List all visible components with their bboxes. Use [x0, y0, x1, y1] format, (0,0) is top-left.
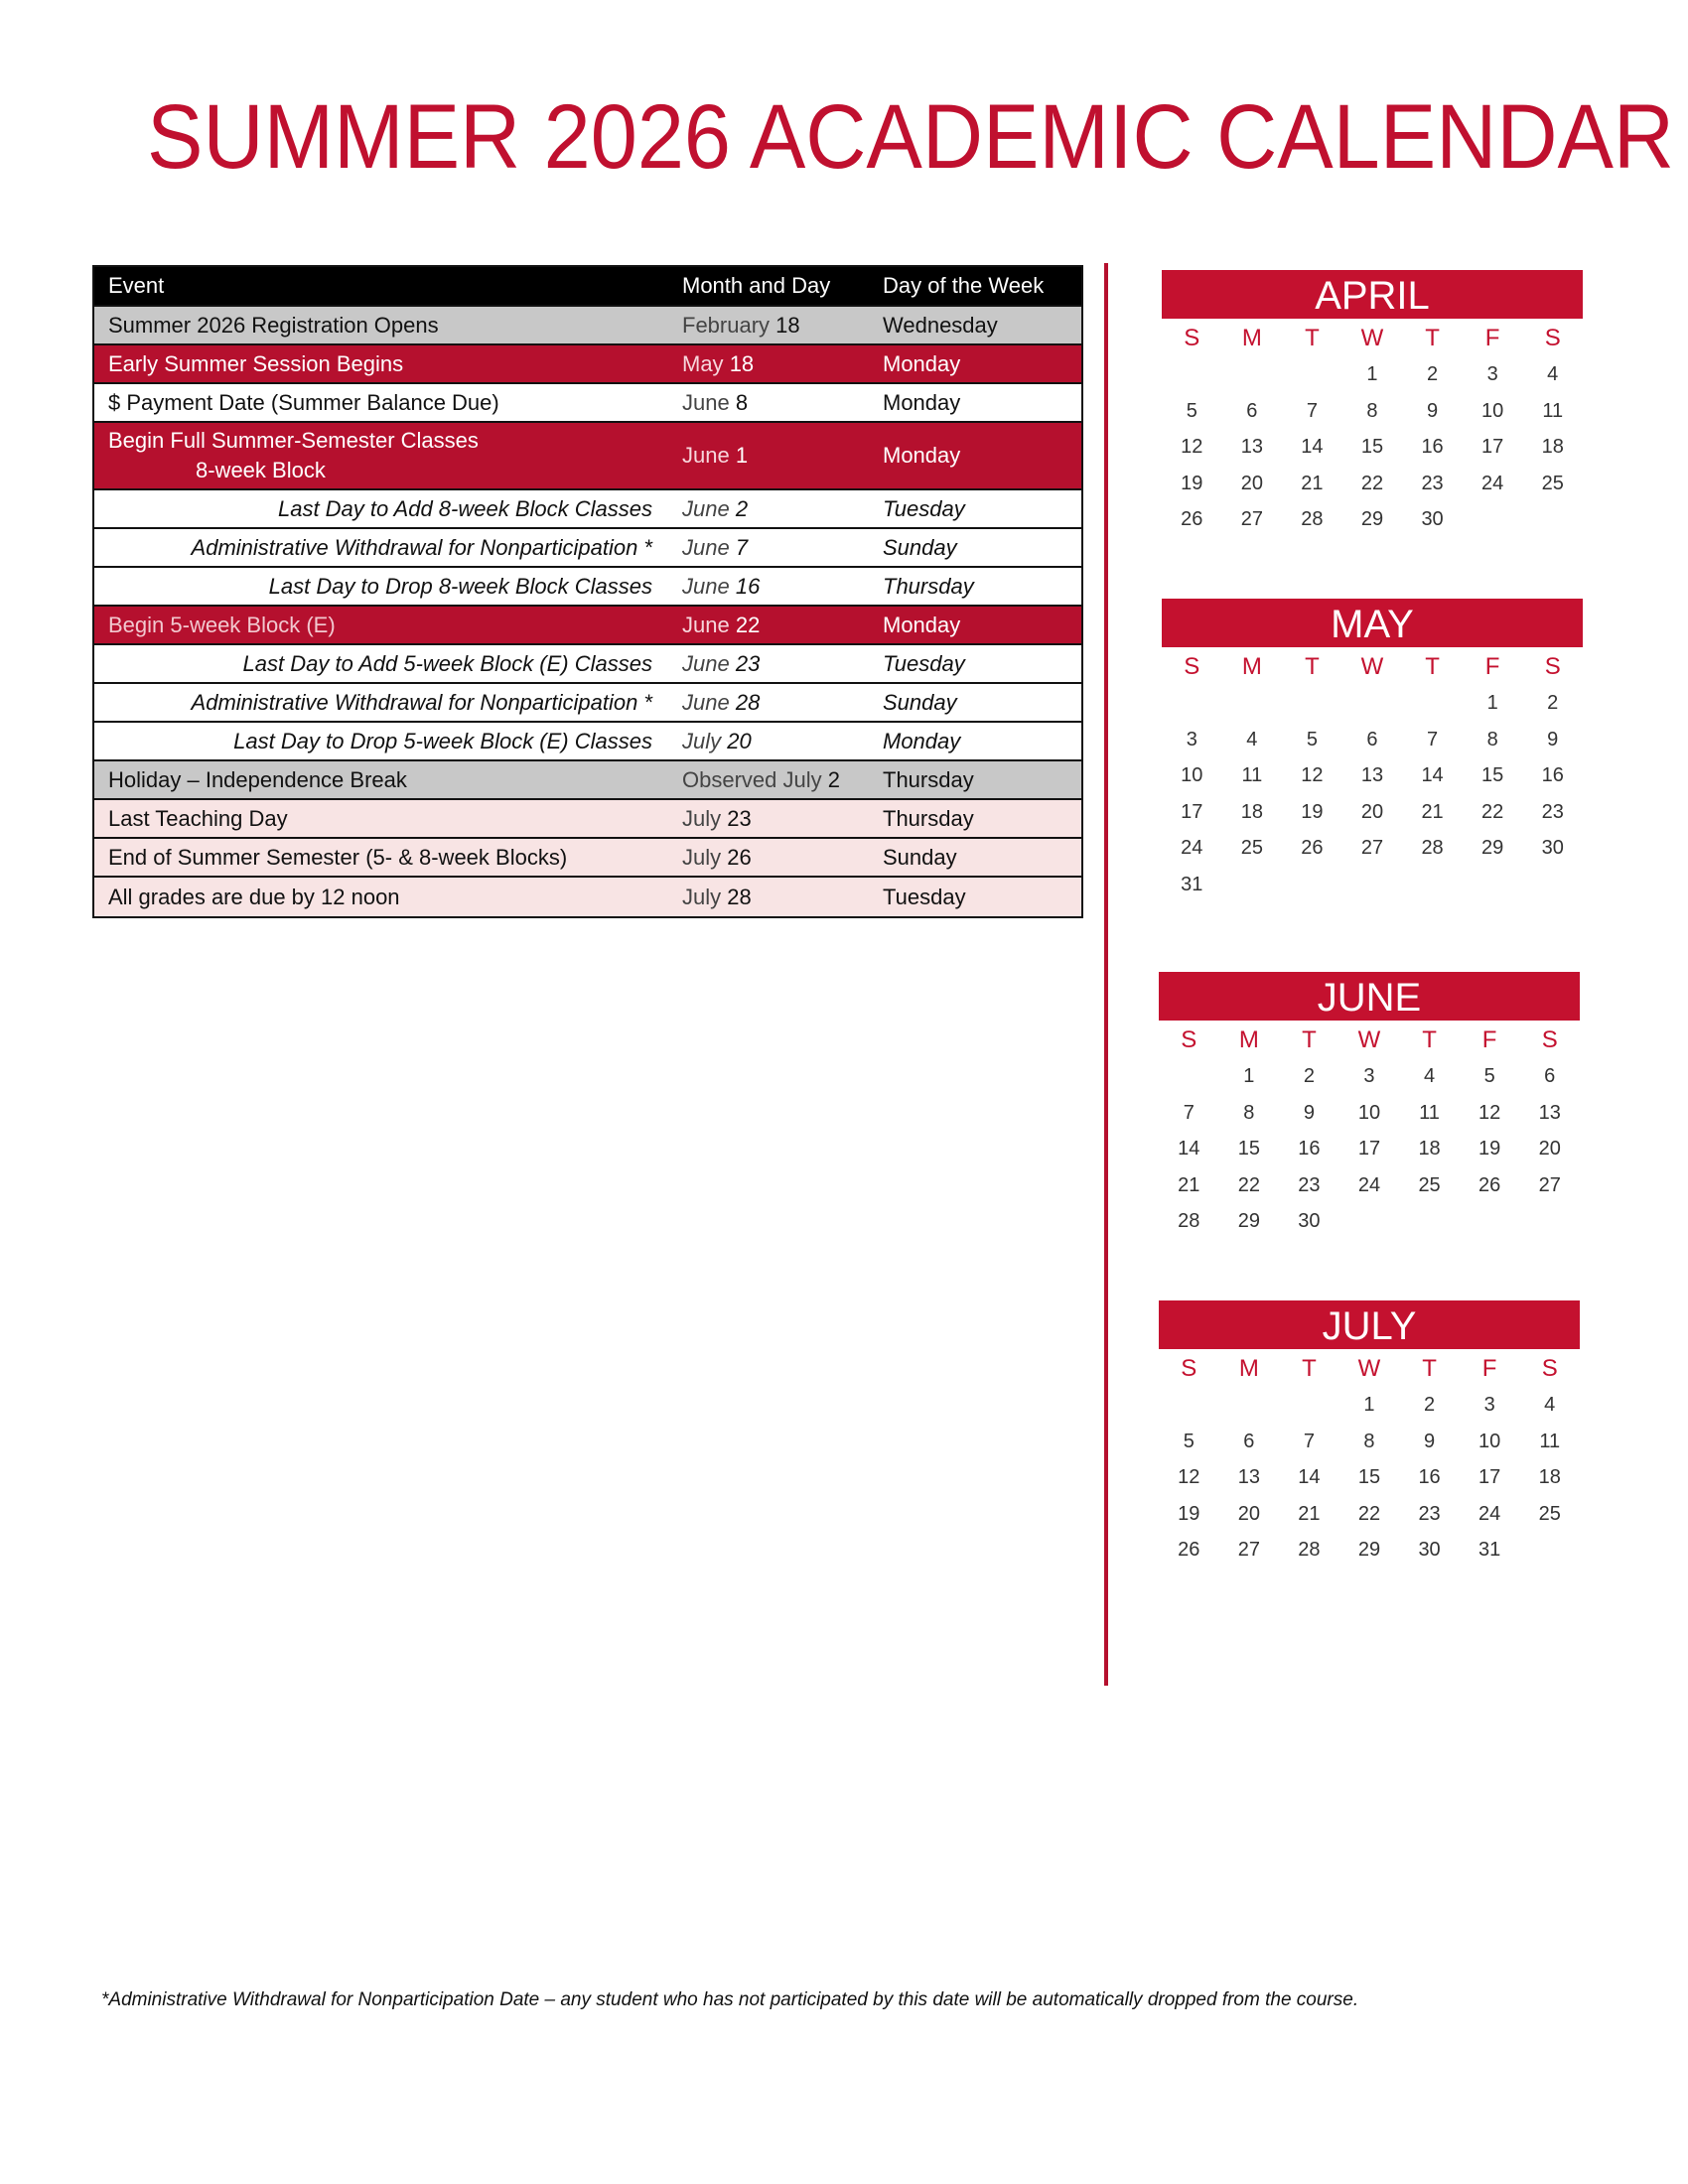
- day-cell: 30: [1418, 1539, 1441, 1561]
- empty-cell: [1222, 356, 1283, 393]
- day-cell: 18: [1240, 800, 1263, 823]
- day-cell: 26: [1478, 1173, 1501, 1196]
- event-day-number: 20: [727, 728, 752, 753]
- table-row: [94, 800, 1081, 839]
- event-date: [668, 390, 869, 416]
- day-cell: 13: [1360, 764, 1384, 786]
- day-cell: 8: [1363, 1430, 1375, 1452]
- day-cell: 25: [1541, 472, 1564, 494]
- month-name: JULY: [1159, 1300, 1580, 1349]
- day-cell: 4: [1246, 728, 1258, 751]
- events-table: [92, 265, 1083, 918]
- weekday-header: M: [1241, 653, 1262, 680]
- weekday-header: T: [1425, 653, 1440, 680]
- event-month: July: [682, 844, 722, 870]
- day-cell: 30: [1421, 508, 1444, 530]
- day-cell: 9: [1303, 1101, 1315, 1124]
- day-cell: 18: [1541, 436, 1564, 458]
- weekday-header: S: [1541, 1026, 1558, 1053]
- day-cell: 29: [1481, 837, 1504, 859]
- day-cell: 23: [1541, 800, 1564, 823]
- day-cell: 4: [1424, 1065, 1436, 1087]
- event-day-number: 7: [735, 534, 749, 560]
- empty-cell: [1162, 356, 1222, 393]
- weekday-header: S: [1184, 653, 1200, 680]
- event-weekday: Tuesday: [883, 495, 965, 521]
- event-weekday: Sunday: [883, 844, 957, 870]
- event-day-number: 28: [727, 884, 752, 909]
- day-cell: 8: [1366, 399, 1378, 422]
- weekday-header: S: [1181, 1355, 1197, 1382]
- weekday-header: F: [1481, 1355, 1497, 1382]
- event-month: Observed July: [682, 766, 822, 792]
- calendar-april: [1162, 270, 1583, 538]
- event-date: [668, 806, 869, 832]
- day-cell: 8: [1243, 1101, 1255, 1124]
- day-cell: 14: [1178, 1138, 1200, 1160]
- month-grid: [1162, 647, 1583, 902]
- day-cell: 1: [1243, 1065, 1255, 1087]
- day-cell: 12: [1478, 1101, 1501, 1124]
- day-cell: 17: [1478, 1466, 1501, 1488]
- empty-cell: [1219, 1387, 1280, 1424]
- day-cell: 13: [1240, 436, 1263, 458]
- event-day-number: 18: [729, 350, 755, 376]
- weekday-header: M: [1238, 1026, 1259, 1053]
- day-cell: 18: [1538, 1466, 1561, 1488]
- table-row: [94, 839, 1081, 878]
- day-cell: 12: [1181, 436, 1203, 458]
- event-day-number: 26: [727, 844, 752, 870]
- event-weekday: Sunday: [883, 534, 957, 560]
- day-cell: 26: [1178, 1539, 1200, 1561]
- empty-cell: [1342, 685, 1403, 722]
- event-name-line2: 8-week Block: [196, 458, 326, 482]
- weekday-header: F: [1484, 325, 1500, 351]
- event-date: [668, 845, 869, 871]
- day-cell: 15: [1360, 436, 1384, 458]
- empty-cell: [1162, 685, 1222, 722]
- day-cell: 20: [1237, 1502, 1260, 1525]
- weekday-header: S: [1544, 325, 1561, 351]
- header-event: Event: [108, 273, 165, 298]
- day-cell: 11: [1241, 764, 1263, 786]
- day-cell: 29: [1237, 1210, 1260, 1232]
- day-cell: 26: [1301, 837, 1324, 859]
- day-cell: 25: [1418, 1173, 1441, 1196]
- day-cell: 24: [1478, 1502, 1501, 1525]
- day-cell: 28: [1421, 837, 1444, 859]
- table-row: [94, 384, 1081, 423]
- day-cell: 6: [1246, 399, 1258, 422]
- day-cell: 2: [1547, 692, 1559, 714]
- weekday-header: M: [1241, 325, 1262, 351]
- event-month: June: [682, 495, 730, 521]
- event-name: Last Day to Drop 8-week Block Classes: [268, 573, 652, 599]
- empty-cell: [1159, 1387, 1219, 1424]
- event-month: June: [682, 650, 730, 676]
- month-grid: [1159, 1349, 1580, 1569]
- day-cell: 13: [1538, 1101, 1561, 1124]
- event-day-number: 18: [775, 312, 800, 338]
- event-weekday: Tuesday: [883, 884, 966, 909]
- event-name: Last Day to Add 8-week Block Classes: [277, 495, 652, 521]
- weekday-header: F: [1484, 653, 1500, 680]
- day-cell: 9: [1547, 728, 1559, 751]
- weekday-header: T: [1425, 325, 1440, 351]
- table-row: [94, 761, 1081, 800]
- event-day-number: 23: [735, 650, 761, 676]
- day-cell: 4: [1544, 1394, 1556, 1416]
- weekday-header: W: [1360, 653, 1384, 680]
- event-name: All grades are due by 12 noon: [108, 884, 400, 909]
- vertical-divider: [1104, 263, 1108, 1686]
- weekday-header: T: [1422, 1355, 1437, 1382]
- day-cell: 7: [1183, 1101, 1195, 1124]
- day-cell: 21: [1178, 1173, 1200, 1196]
- event-month: July: [682, 805, 722, 831]
- event-name: Last Day to Drop 5-week Block (E) Classes: [233, 728, 652, 753]
- event-name: [94, 426, 668, 485]
- event-name: Summer 2026 Registration Opens: [108, 312, 439, 338]
- day-cell: 1: [1363, 1394, 1375, 1416]
- event-day-number: 23: [727, 805, 752, 831]
- day-cell: 26: [1181, 508, 1203, 530]
- day-cell: 1: [1366, 363, 1378, 385]
- day-cell: 13: [1237, 1466, 1260, 1488]
- weekday-header: T: [1302, 1355, 1317, 1382]
- day-cell: 11: [1539, 1430, 1561, 1452]
- day-cell: 12: [1178, 1466, 1200, 1488]
- day-cell: 11: [1419, 1101, 1440, 1124]
- month-name: APRIL: [1162, 270, 1583, 319]
- day-cell: 2: [1424, 1394, 1436, 1416]
- day-cell: 23: [1421, 472, 1444, 494]
- month-name: JUNE: [1159, 972, 1580, 1021]
- day-cell: 23: [1418, 1502, 1441, 1525]
- day-cell: 27: [1538, 1173, 1561, 1196]
- day-cell: 19: [1478, 1138, 1501, 1160]
- day-cell: 20: [1360, 800, 1384, 823]
- table-row: [94, 723, 1081, 761]
- event-date: [668, 535, 869, 561]
- day-cell: 3: [1186, 728, 1197, 751]
- day-cell: 3: [1363, 1065, 1375, 1087]
- empty-cell: [1402, 685, 1463, 722]
- day-cell: 30: [1541, 837, 1564, 859]
- day-cell: 23: [1298, 1173, 1321, 1196]
- day-cell: 15: [1357, 1466, 1381, 1488]
- weekday-header: T: [1302, 1026, 1317, 1053]
- day-cell: 21: [1298, 1502, 1321, 1525]
- day-cell: 7: [1306, 399, 1318, 422]
- day-cell: 3: [1486, 363, 1498, 385]
- day-cell: 5: [1186, 399, 1197, 422]
- event-name: End of Summer Semester (5- & 8-week Blocks): [108, 844, 568, 870]
- table-row: [94, 490, 1081, 529]
- event-name: Last Teaching Day: [108, 805, 288, 831]
- event-date: [668, 885, 869, 910]
- day-cell: 14: [1301, 436, 1324, 458]
- day-cell: 22: [1481, 800, 1504, 823]
- event-month: February: [682, 312, 771, 338]
- day-cell: 14: [1421, 764, 1444, 786]
- day-cell: 27: [1240, 508, 1263, 530]
- day-cell: 28: [1298, 1539, 1321, 1561]
- event-weekday: Monday: [883, 389, 961, 415]
- event-day-number: 2: [735, 495, 749, 521]
- event-weekday: Monday: [883, 612, 961, 637]
- day-cell: 22: [1360, 472, 1384, 494]
- day-cell: 25: [1538, 1502, 1561, 1525]
- page-title: SUMMER 2026 ACADEMIC CALENDAR: [147, 86, 1675, 188]
- day-cell: 7: [1303, 1430, 1315, 1452]
- event-name: Last Day to Add 5-week Block (E) Classes: [242, 650, 652, 676]
- footnote: *Administrative Withdrawal for Nonparticipation Date – any student who has not participated by this date will be automatically dropped from the course.: [101, 1989, 1359, 2010]
- month-grid: [1159, 1021, 1580, 1240]
- day-cell: 16: [1421, 436, 1444, 458]
- empty-cell: [1282, 685, 1342, 722]
- event-name: Administrative Withdrawal for Nonparticipation *: [191, 534, 652, 560]
- event-month: July: [682, 728, 722, 753]
- weekday-header: T: [1422, 1026, 1437, 1053]
- weekday-header: S: [1544, 653, 1561, 680]
- day-cell: 9: [1424, 1430, 1436, 1452]
- day-cell: 31: [1478, 1539, 1501, 1561]
- table-row: [94, 307, 1081, 345]
- event-date: [668, 767, 869, 793]
- day-cell: 28: [1178, 1210, 1200, 1232]
- event-weekday: Tuesday: [883, 650, 965, 676]
- empty-cell: [1159, 1058, 1219, 1095]
- day-cell: 27: [1360, 837, 1384, 859]
- day-cell: 2: [1303, 1065, 1315, 1087]
- event-month: June: [682, 443, 730, 468]
- event-month: June: [682, 389, 730, 415]
- day-cell: 3: [1483, 1394, 1495, 1416]
- calendar-july: [1159, 1300, 1580, 1569]
- event-date: [668, 313, 869, 339]
- day-cell: 10: [1357, 1101, 1381, 1124]
- day-cell: 6: [1544, 1065, 1556, 1087]
- event-date: [668, 690, 869, 716]
- day-cell: 7: [1427, 728, 1439, 751]
- day-cell: 2: [1427, 363, 1439, 385]
- day-cell: 24: [1181, 837, 1203, 859]
- event-name-line1: Begin Full Summer-Semester Classes: [108, 428, 479, 453]
- weekday-header: W: [1357, 1026, 1381, 1053]
- table-row: [94, 645, 1081, 684]
- weekday-header: F: [1481, 1026, 1497, 1053]
- day-cell: 22: [1357, 1502, 1381, 1525]
- event-weekday: Wednesday: [883, 312, 998, 338]
- weekday-header: S: [1184, 325, 1200, 351]
- empty-cell: [1279, 1387, 1339, 1424]
- header-day-of-week: Day of the Week: [883, 273, 1045, 298]
- event-day-number: 28: [735, 689, 761, 715]
- day-cell: 9: [1427, 399, 1439, 422]
- day-cell: 17: [1481, 436, 1504, 458]
- event-date: [668, 729, 869, 754]
- event-weekday: Thursday: [883, 573, 974, 599]
- weekday-header: S: [1541, 1355, 1558, 1382]
- event-month: June: [682, 573, 730, 599]
- event-weekday: Monday: [883, 443, 961, 468]
- event-name: Administrative Withdrawal for Nonparticipation *: [191, 689, 652, 715]
- event-day-number: 2: [827, 766, 840, 792]
- day-cell: 11: [1542, 399, 1564, 422]
- day-cell: 31: [1181, 873, 1203, 895]
- weekday-header: T: [1305, 653, 1320, 680]
- event-date: [668, 496, 869, 522]
- day-cell: 5: [1483, 1065, 1495, 1087]
- event-name: Early Summer Session Begins: [108, 350, 404, 376]
- day-cell: 16: [1418, 1466, 1441, 1488]
- event-weekday: Thursday: [883, 805, 974, 831]
- day-cell: 12: [1301, 764, 1324, 786]
- event-date: [668, 651, 869, 677]
- day-cell: 18: [1418, 1138, 1441, 1160]
- day-cell: 19: [1181, 472, 1203, 494]
- empty-cell: [1282, 356, 1342, 393]
- day-cell: 24: [1357, 1173, 1381, 1196]
- day-cell: 17: [1181, 800, 1203, 823]
- weekday-header: T: [1305, 325, 1320, 351]
- event-month: July: [682, 884, 722, 909]
- day-cell: 1: [1486, 692, 1498, 714]
- day-cell: 21: [1301, 472, 1324, 494]
- day-cell: 20: [1240, 472, 1263, 494]
- day-cell: 17: [1357, 1138, 1381, 1160]
- day-cell: 21: [1421, 800, 1444, 823]
- day-cell: 20: [1538, 1138, 1561, 1160]
- day-cell: 25: [1240, 837, 1263, 859]
- event-date: [668, 574, 869, 600]
- day-cell: 10: [1478, 1430, 1501, 1452]
- table-row: [94, 607, 1081, 645]
- day-cell: 19: [1178, 1502, 1200, 1525]
- table-row: [94, 529, 1081, 568]
- day-cell: 27: [1237, 1539, 1260, 1561]
- day-cell: 5: [1183, 1430, 1195, 1452]
- event-month: June: [682, 534, 730, 560]
- calendar-june: [1159, 972, 1580, 1240]
- day-cell: 22: [1237, 1173, 1260, 1196]
- weekday-header: W: [1357, 1355, 1381, 1382]
- event-weekday: Monday: [883, 728, 961, 753]
- month-name: MAY: [1162, 599, 1583, 647]
- event-weekday: Sunday: [883, 689, 957, 715]
- day-cell: 5: [1306, 728, 1318, 751]
- day-cell: 6: [1243, 1430, 1255, 1452]
- event-day-number: 22: [735, 612, 761, 637]
- event-day-number: 8: [735, 389, 749, 415]
- weekday-header: M: [1238, 1355, 1259, 1382]
- table-header-row: [94, 267, 1081, 307]
- table-row: [94, 423, 1081, 490]
- day-cell: 10: [1181, 764, 1203, 786]
- month-grid: [1162, 319, 1583, 538]
- weekday-header: S: [1181, 1026, 1197, 1053]
- event-date: [668, 613, 869, 638]
- day-cell: 16: [1541, 764, 1564, 786]
- day-cell: 6: [1366, 728, 1378, 751]
- day-cell: 8: [1486, 728, 1498, 751]
- header-month-day: Month and Day: [682, 273, 831, 298]
- event-name: $ Payment Date (Summer Balance Due): [108, 389, 499, 415]
- day-cell: 29: [1360, 508, 1384, 530]
- calendar-may: [1162, 599, 1583, 902]
- event-month: May: [682, 350, 724, 376]
- day-cell: 15: [1481, 764, 1504, 786]
- day-cell: 14: [1298, 1466, 1321, 1488]
- day-cell: 4: [1547, 363, 1559, 385]
- event-weekday: Monday: [883, 350, 961, 376]
- day-cell: 28: [1301, 508, 1324, 530]
- day-cell: 15: [1237, 1138, 1260, 1160]
- weekday-header: W: [1360, 325, 1384, 351]
- table-row: [94, 878, 1081, 916]
- event-rows: [94, 307, 1081, 916]
- day-cell: 29: [1357, 1539, 1381, 1561]
- event-name: Begin 5-week Block (E): [108, 612, 336, 637]
- table-row: [94, 345, 1081, 384]
- event-month: June: [682, 689, 730, 715]
- day-cell: 19: [1301, 800, 1324, 823]
- event-name: Holiday – Independence Break: [108, 766, 407, 792]
- day-cell: 30: [1298, 1210, 1321, 1232]
- day-cell: 10: [1481, 399, 1504, 422]
- empty-cell: [1222, 685, 1283, 722]
- event-month: June: [682, 612, 730, 637]
- table-row: [94, 568, 1081, 607]
- day-cell: 16: [1298, 1138, 1321, 1160]
- event-weekday: Thursday: [883, 766, 974, 792]
- event-date: [668, 351, 869, 377]
- event-date: [668, 443, 869, 469]
- event-day-number: 16: [735, 573, 761, 599]
- event-day-number: 1: [735, 443, 749, 468]
- day-cell: 24: [1481, 472, 1504, 494]
- table-row: [94, 684, 1081, 723]
